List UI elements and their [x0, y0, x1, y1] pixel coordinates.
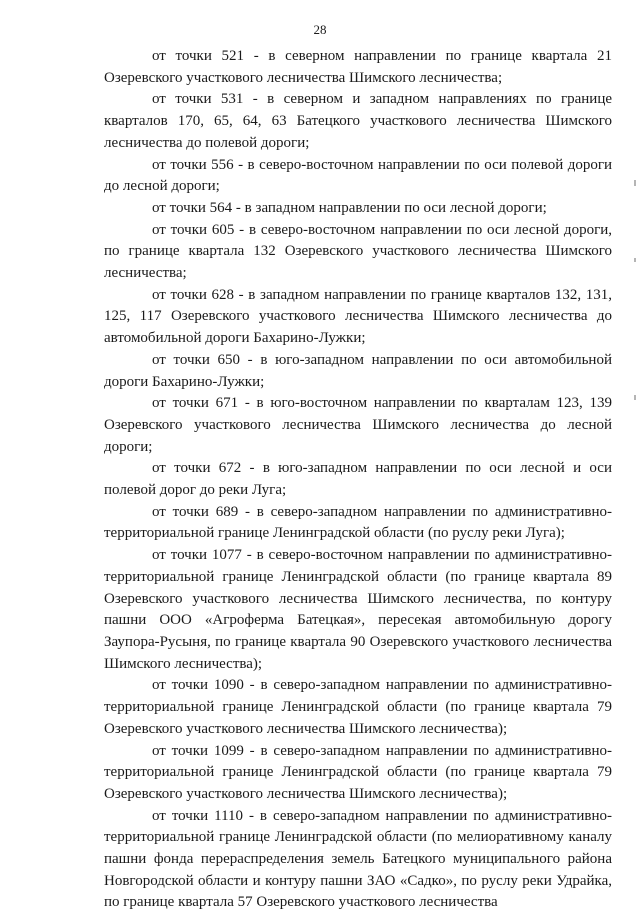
paragraph: от точки 689 - в северо-западном направлении по административно-территориальной границе Ленинградской области (по руслу реки Луга); [104, 503, 612, 542]
paragraph: от точки 605 - в северо-восточном направлении по оси лесной дороги, по границе квартала 132 Озеревского участкового лесничества Шимского лесничества; [104, 221, 612, 282]
paragraph: от точки 672 - в юго-западном направлении по оси лесной и оси полевой дорог до реки Луга; [104, 460, 612, 499]
paragraph: от точки 1110 - в северо-западном направлении по административно-территориальной границе Ленинградской области (по мелиоративному каналу пашни фонда перераспределения земель Батецкого муниципального района Новгородской области и контуру пашни ЗАО «Садко», по руслу реки Удрайка, по границе квартала 57 Озеревского участкового лесничества [104, 807, 612, 911]
paragraph: от точки 1077 - в северо-восточном направлении по административно-территориальной границе Ленинградской области (по границе квартала 89 Озеревского участкового лесничества Шимского лесничества, по контуру пашни ООО «Агроферма Батецкая», пересекая автомобильную дорогу Заупора-Русыня, по границе квартала 90 Озеревского участкового лесничества Шимского лесничества); [104, 547, 612, 672]
page-number: 28 [313, 22, 327, 37]
paragraph: от точки 1099 - в северо-западном направлении по административно-территориальной границе Ленинградской области (по границе квартала 79 Озеревского участкового лесничества Шимского лесничества); [104, 742, 612, 802]
paragraph: от точки 531 - в северном и западном направлениях по границе кварталов 170, 65, 64, 63 Батецкого участкового лесничества Шимского лесничества до полевой дороги; [104, 91, 612, 151]
scan-artifact-mark [634, 258, 636, 262]
document-body [104, 46, 612, 914]
paragraph: от точки 556 - в северо-восточном направлении по оси полевой дороги до лесной дороги; [104, 156, 612, 195]
paragraph: от точки 671 - в юго-восточном направлении по кварталам 123, 139 Озеревского участкового лесничества Шимского лесничества до лесной дороги; [104, 395, 612, 455]
scan-artifact-mark [634, 395, 636, 400]
paragraph: от точки 521 - в северном направлении по границе квартала 21 Озеревского участкового лесничества Шимского лесничества; [104, 48, 612, 86]
paragraph: от точки 564 - в западном направлении по оси лесной дороги; [152, 199, 547, 216]
scan-artifact-mark [634, 180, 636, 186]
paragraph: от точки 1090 - в северо-западном направлении по административно-территориальной границе Ленинградской области (по границе квартала 79 Озеревского участкового лесничества Шимского лесничества); [104, 677, 612, 737]
paragraph: от точки 650 - в юго-западном направлении по оси автомобильной дороги Бахарино-Лужки; [104, 351, 612, 390]
paragraph: от точки 628 - в западном направлении по границе кварталов 132, 131, 125, 117 Озеревского участкового лесничества Шимского лесничества до автомобильной дороги Бахарино-Лужки; [104, 286, 612, 347]
